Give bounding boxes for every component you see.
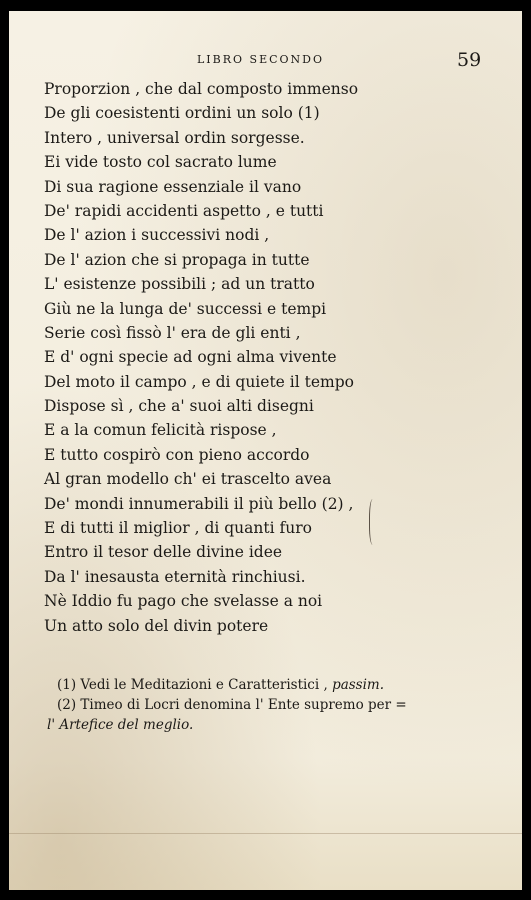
verse-line: Nè Iddio fu pago che svelasse a noi [44, 592, 323, 611]
verse-line: Intero , universal ordin sorgesse. [44, 128, 305, 147]
footnote-2-continuation: l' Artefice del meglio. [47, 717, 194, 733]
verse-line: L' esistenze possibili ; ad un tratto [44, 275, 315, 294]
verse-line: De' rapidi accidenti aspetto , e tutti [44, 201, 324, 220]
verse-line: Al gran modello ch' ei trascelto avea [44, 470, 332, 489]
verse-line: Ei vide tosto col sacrato lume [44, 153, 277, 172]
verse-line: Serie così fissò l' era de gli enti , [44, 323, 301, 342]
verse-line: Del moto il campo , e di quiete il tempo [44, 372, 354, 391]
running-title: LIBRO SECONDO [197, 53, 324, 66]
verse-line: E a la comun felicità rispose , [44, 421, 277, 440]
page-bottom-edge [9, 833, 522, 834]
verse-line: Da l' inesausta eternità rinchiusi. [44, 567, 306, 586]
page-number: 59 [457, 49, 482, 71]
verse-line: E di tutti il miglior , di quanti furo [44, 519, 312, 538]
verse-line: Giù ne la lunga de' successi e tempi [44, 299, 327, 318]
verse-line: Un atto solo del divin potere [44, 616, 269, 635]
verse-line: Di sua ragione essenziale il vano [44, 177, 302, 196]
footnote-1 [47, 675, 517, 695]
verse-line: Proporzion , che dal composto immenso [44, 80, 359, 98]
book-page [9, 11, 522, 890]
page-header [9, 51, 522, 73]
verse-line: E tutto cospirò con pieno accordo [44, 445, 310, 464]
verse-line: Dispose sì , che a' suoi alti disegni [44, 397, 314, 416]
footnotes [47, 675, 517, 735]
margin-bracket-mark [369, 499, 378, 545]
verse-line: De' mondi innumerabili il più bello (2) , [44, 494, 354, 513]
footnote-1-text: (1) Vedi le Meditazioni e Caratteristici , [57, 677, 333, 693]
verse-line: De l' azion i successivi nodi , [44, 226, 270, 245]
verse-block [44, 77, 484, 638]
verse-line: E d' ogni specie ad ogni alma vivente [44, 348, 337, 367]
footnote-1-italic: passim. [332, 677, 385, 693]
verse-line: De l' azion che si propaga in tutte [44, 250, 310, 269]
footnote-2: (2) Timeo di Locri denomina l' Ente supremo per = [57, 697, 407, 713]
verse-line: De gli coesistenti ordini un solo (1) [44, 104, 320, 123]
verse-line: Entro il tesor delle divine idee [44, 543, 283, 562]
